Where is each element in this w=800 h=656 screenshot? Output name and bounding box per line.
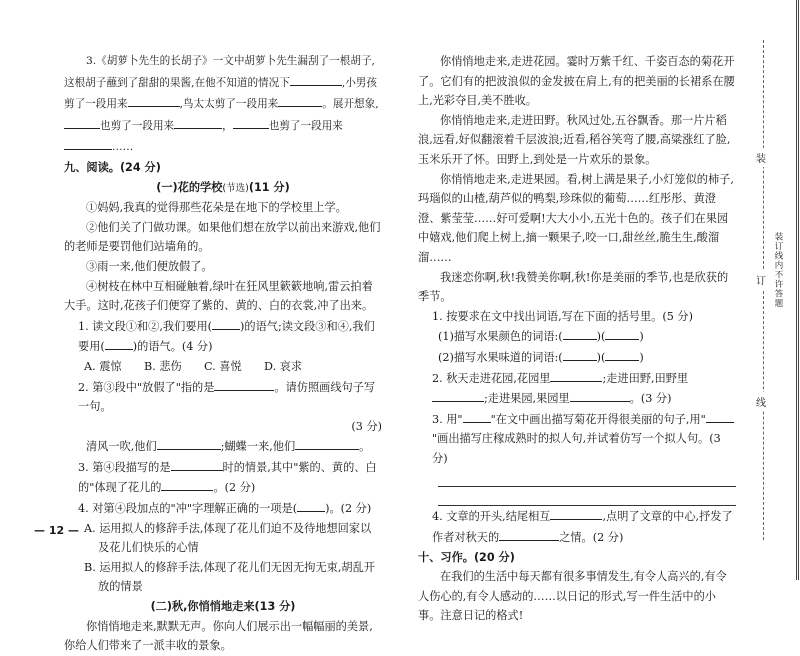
passage-2-question-1: 1. 按要求在文中找出词语,写在下面的括号里。(5 分) <box>432 309 693 323</box>
binding-dashed-line <box>763 40 764 540</box>
blank[interactable] <box>214 377 274 391</box>
q2-part-b: 。请仿照画线句子写一句。 <box>78 380 376 414</box>
blank[interactable] <box>570 388 630 402</box>
q3-line3b: ,鸟太太剪了一段用来 <box>179 98 279 111</box>
blank[interactable] <box>233 115 269 129</box>
blank <box>706 409 734 423</box>
left-column <box>64 52 382 656</box>
q4-option-b[interactable]: B. 运用拟人的修辞手法,体现了花儿们无因无拘无束,胡乱开放的情景 <box>84 560 375 594</box>
binding-margin <box>746 0 800 580</box>
q3-part-b: 时的情景,其中"紫的、黄的、白的"体现了花 <box>78 460 377 495</box>
blank[interactable] <box>432 388 484 402</box>
passage-1-note: (节选) <box>222 182 249 194</box>
q3-line4a: 一段用来 <box>131 119 175 132</box>
q1-sub-1 <box>418 326 736 347</box>
q1-sub-1-mid: )( <box>596 330 606 344</box>
q1-part-a: 1. 读文段①和②,我们要用( <box>78 319 213 333</box>
binding-char-3: 线 <box>756 392 766 411</box>
q1-sub-2 <box>418 347 736 368</box>
blank <box>463 409 491 423</box>
question-3-fill-blank: 3.《胡萝卜先生的长胡子》一文中胡萝卜先生漏刮了一根胡子,这根胡子蘸到了甜甜的果酱,在他不知道的情况下 ,小男孩剪了一段用来 ,鸟太太剪了一段用来 。展开想象,也剪了一段用来 ， 也剪了一段用来…… <box>64 55 379 154</box>
reading-question-4 <box>64 498 382 519</box>
reading-question-3 <box>64 457 382 498</box>
passage-2-para-4: 你悄悄地走来,走进果园。看,树上满是果子,小灯笼似的柿子,玛瑙似的山楂,葫芦似的鸭梨,珍珠似的葡萄……红彤彤、黄澄澄、紫莹莹……好可爱啊!大大小小,五光十色的。孩子们在果园中嬉戏,他们爬上树上,摘一颗果子,咬一口,甜丝丝,脆生生,酸溜溜…… <box>418 172 734 264</box>
q2-imitation <box>64 436 382 457</box>
q2-part-a: 2. 秋天走进花园,花园里 <box>432 371 551 385</box>
blank[interactable] <box>290 72 342 86</box>
answer-line[interactable] <box>438 487 736 506</box>
blank[interactable] <box>605 347 639 361</box>
passage-2-question-2 <box>418 368 736 409</box>
passage-1-para-4: ④树枝在林中互相碰触着,绿叶在狂风里簌簌地响,雷云拍着大手。这时,花孩子们便穿了紫的、黄的、白的衣裳,冲了出来。 <box>64 279 374 313</box>
reading-question-2 <box>64 377 382 417</box>
passage-2-para-1: 你悄悄地走来,默默无声。你向人们展示出一幅幅丽的美景,你给人们带来了一派丰收的景象。 <box>64 619 373 653</box>
passage-2-para-5: 我迷恋你啊,秋!我赞美你啊,秋!你是美丽的季节,也是欣获的季节。 <box>418 270 729 304</box>
blank[interactable] <box>64 115 100 129</box>
margin-rule <box>796 0 797 580</box>
blank[interactable] <box>64 136 112 150</box>
answer-line[interactable] <box>438 468 736 487</box>
q1-options <box>64 357 382 377</box>
q3-line4d: …… <box>112 141 134 154</box>
q3-part-a: 3. 用" <box>432 412 463 426</box>
blank[interactable] <box>499 527 559 541</box>
q4-part-b: )。(2 分) <box>325 502 372 516</box>
q3-part-b: "在文中画出描写菊花开得很美丽的句子,用" <box>490 412 706 426</box>
q1-sub-2-label: (2)描写水果味道的词语:( <box>438 350 563 364</box>
q2-part-a: 2. 第③段中"放假了"指的是 <box>78 380 215 394</box>
option-b[interactable]: B. 悲伤 <box>144 359 182 373</box>
blank[interactable] <box>212 316 240 330</box>
passage-2-para-3: 你悄悄地走来,走进田野。秋风过处,五谷飘香。那一片片稻浪,远看,好似翻滚着千层波浪;近看,稻谷笑弯了腰,高粱涨红了脸,玉米乐开了怀。田野上,到处是一片欢乐的景象。 <box>418 113 731 166</box>
passage-1-score: (11 分) <box>248 180 290 194</box>
q3-part-c: 儿的 <box>139 481 162 495</box>
q3-line4c: 也剪了一段用来 <box>268 119 343 132</box>
blank[interactable] <box>128 93 180 107</box>
q1-part-d: )的语气。(4 分) <box>132 340 213 354</box>
blank[interactable] <box>171 457 223 471</box>
page-number: — 12 — <box>34 524 79 537</box>
q3-line3d: 也剪了 <box>100 119 132 132</box>
q2-score: (3 分) <box>351 419 382 433</box>
binding-char-2: 订 <box>756 270 766 289</box>
q2-part-b: ;走进田野,田野里 <box>602 371 689 385</box>
q3-part-c: "画出描写 <box>432 432 482 446</box>
option-d[interactable]: D. 哀求 <box>264 359 303 373</box>
passage-1-para-2: ②他们关了门做功课。如果他们想在放学以前出来游戏,他们的老师是要罚他们站墙角的。 <box>64 220 381 254</box>
passage-1-title-text: (一)花的学校 <box>156 180 223 194</box>
passage-2-score: (13 分) <box>254 600 296 614</box>
q2-part-e: 。(3 分) <box>629 392 672 406</box>
q1-sub-2-mid: )( <box>596 350 606 364</box>
blank[interactable] <box>278 93 322 107</box>
q4-part-c: 天的 <box>476 531 500 545</box>
q4-part-d: 之情。(2 分) <box>559 531 624 545</box>
blank[interactable] <box>295 436 359 450</box>
passage-2-title <box>64 597 382 617</box>
q2-part-c: 清风一吹,他们 <box>86 440 157 454</box>
q4-part-b: ,点明了文章的中心,抒发了作者对秋 <box>432 510 733 545</box>
passage-1-para-1: ①妈妈,我真的觉得那些花朵是在地下的学校里上学。 <box>86 201 347 215</box>
passage-1-title <box>64 178 382 199</box>
q1-sub-2-end: ) <box>639 350 644 364</box>
blank[interactable] <box>157 436 221 450</box>
q3-line2a: 到了甜甜的果酱,在他不知道的情况下 <box>116 76 290 89</box>
q3-part-d: 庄稼成熟时的拟人句,并试着仿写一个拟人句。(3 分) <box>432 432 721 465</box>
passage-2-title-text: (二)秋,你悄悄地走来 <box>150 600 255 614</box>
q1-part-c: ( <box>100 340 105 354</box>
q2-part-d: 园,果园里 <box>521 392 570 406</box>
option-c[interactable]: C. 喜悦 <box>204 359 242 373</box>
reading-question-1 <box>64 316 382 357</box>
binding-char-1: 装 <box>756 148 766 167</box>
q2-part-c: ;走进果 <box>484 392 522 406</box>
passage-2-question-3 <box>418 409 736 469</box>
passage-1-para-3: ③雨一来,他们便放假了。 <box>86 259 213 273</box>
essay-prompt: 在我们的生活中每天都有很多事情发生,有令人高兴的,有令人伤心的,有令人感动的……以日记的形式,写一件生活中的小事。注意日记的格式! <box>418 570 727 623</box>
q2-part-d: ;蝴蝶一来,他们 <box>220 440 296 454</box>
blank[interactable] <box>161 477 213 491</box>
q3-line1: 3.《胡萝卜先生的长胡子》一文中胡萝卜先生漏刮了一根胡子,这根胡子蘸 <box>64 55 375 89</box>
section-10-title: 十、习作。(20 分) <box>418 550 515 564</box>
q1-sub-1-label: (1)描写水果颜色的词语:( <box>438 330 563 344</box>
blank[interactable] <box>605 326 639 340</box>
passage-2-question-4 <box>418 506 736 547</box>
q3-line2b: ,小男孩剪了一段用来 <box>64 76 377 111</box>
blank[interactable] <box>105 336 133 350</box>
q3-line3c: 。展开想象, <box>322 98 379 111</box>
right-column <box>418 52 736 626</box>
passage-2-para-2: 你悄悄地走来,走进花园。霎时万紫千红、千姿百态的菊花开了。它们有的把波浪似的金发披在肩上,有的把美丽的长裙系在腰上,光彩夺目,美不胜收。 <box>418 55 735 108</box>
q1-part-b: )的语气;读文段③和④,我们要用 <box>78 319 375 354</box>
q4-part-a: 4. 对第④段加点的"冲"字理解正确的一项是( <box>78 502 298 516</box>
blank[interactable] <box>563 347 597 361</box>
q4-part-a: 4. 文章的开头,结尾相互 <box>432 510 551 524</box>
blank[interactable] <box>550 368 602 382</box>
q3-part-a: 3. 第④段描写的是 <box>78 460 171 474</box>
blank[interactable] <box>174 115 222 129</box>
q2-part-e: 。 <box>359 440 371 454</box>
blank[interactable] <box>297 498 325 512</box>
blank[interactable] <box>563 326 597 340</box>
q4-option-a[interactable]: A. 运用拟人的修辞手法,体现了花儿们迫不及待地想回家以及花儿们快乐的心情 <box>84 521 372 555</box>
q1-sub-1-end: ) <box>639 330 644 344</box>
section-9-title: 九、阅读。(24 分) <box>64 160 161 174</box>
option-a[interactable]: A. 震惊 <box>84 359 122 373</box>
margin-rule <box>798 0 799 580</box>
no-answer-notice: 装订线内不许答题 <box>773 232 783 308</box>
blank[interactable] <box>550 506 602 520</box>
q3-part-d: 。(2 分) <box>213 481 256 495</box>
